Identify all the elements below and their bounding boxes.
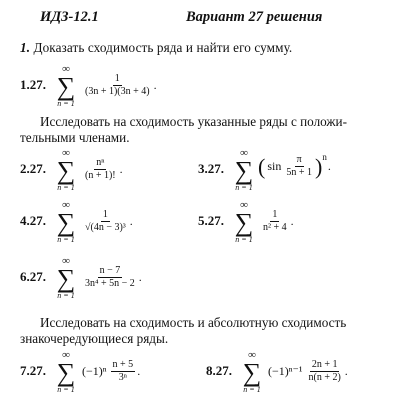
task-1-statement — [20, 40, 390, 56]
problem-number: 1.27. — [20, 77, 46, 92]
series-term: $\frac{\text{nⁿ}}{(n + 1)!}$ . — [85, 157, 123, 181]
sum-symbol: ∞ ∑ n = 1 — [56, 199, 76, 244]
problem-6-27: 6.27. ∞ ∑ n = 1 $\frac{n - 7}{\text{3n⁴ + 5n − 2}}$ . — [20, 255, 142, 300]
task-1-number: 1. — [20, 40, 31, 55]
sum-symbol: ∞ ∑ n = 1 — [56, 255, 76, 300]
problem-3-27: 3.27. ∞ ∑ n = 1 ( sin $\frac{\pi}{5n + 1}$ ) n . — [198, 147, 331, 192]
sum-symbol: ∞ ∑ n = 1 — [56, 349, 76, 394]
section-2-statement: Исследовать на сходимость указанные ряды с положи-тельными членами. — [20, 114, 347, 145]
problem-2-27: 2.27. ∞ ∑ n = 1 $\frac{\text{nⁿ}}{(n + 1)!}$ . — [20, 147, 123, 192]
task-1-text: Доказать сходимость ряда и найти его сумму. — [33, 40, 293, 55]
series-term: $\frac{1}{(3n + 1)(3n + 4)}$ . — [85, 73, 157, 97]
series-term: ( sin $\frac{\pi}{5n + 1}$ ) n . — [258, 151, 331, 179]
sum-symbol: ∞ ∑ n = 1 — [234, 199, 254, 244]
series-term: $\frac{1}{\text{n² + 4}}$ . — [263, 209, 294, 233]
series-term: $\frac{n - 7}{\text{3n⁴ + 5n − 2}}$ . — [85, 265, 142, 289]
problem-5-27: 5.27. ∞ ∑ n = 1 $\frac{1}{\text{n² + 4}}$ . — [198, 199, 294, 244]
problem-7-27: 7.27. ∞ ∑ n = 1 (−1)ⁿ $\frac{n + 5}{\text{3ⁿ}}$ . — [20, 349, 141, 394]
problem-8-27: 8.27. ∞ ∑ n = 1 (−1)ⁿ⁻¹ $\frac{2n + 1}{n(n + 2)}$ . — [206, 349, 348, 394]
problem-1-27 — [20, 64, 220, 108]
problem-4-27: 4.27. ∞ ∑ n = 1 $\frac{1}{\text{√(4n − 3)³}}$ . — [20, 199, 133, 244]
sum-symbol: ∞ ∑ n = 1 — [56, 147, 76, 192]
document-title: ИДЗ-12.1 — [40, 9, 99, 25]
section-3-statement: Исследовать на сходимость и абсолютную сходимость знакочередующиеся ряды. — [20, 315, 347, 346]
series-term: (−1)ⁿ⁻¹ $\frac{2n + 1}{n(n + 2)}$ . — [268, 359, 348, 383]
series-term: (−1)ⁿ $\frac{n + 5}{\text{3ⁿ}}$ . — [82, 359, 141, 383]
sum-symbol: ∞ ∑ n = 1 — [234, 147, 254, 192]
sum-symbol: ∞ ∑ n = 1 — [242, 349, 262, 394]
variant-title: Вариант 27 решения — [186, 9, 323, 25]
sum-symbol: ∞ ∑ n = 1 — [56, 63, 76, 108]
series-term: $\frac{1}{\text{√(4n − 3)³}}$ . — [85, 209, 133, 233]
